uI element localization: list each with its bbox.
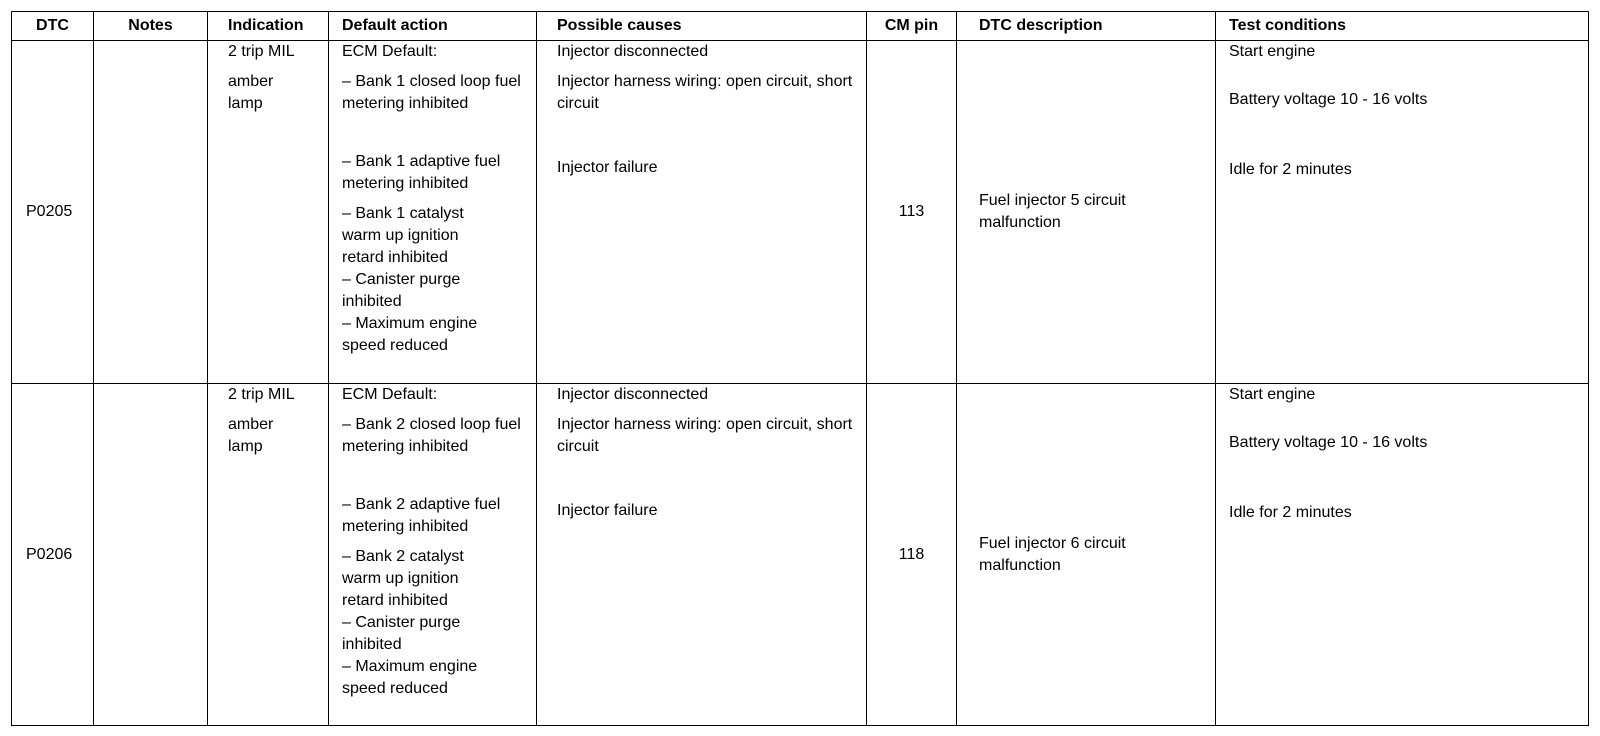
dtc-code: P0206 [12,384,94,726]
dtc-description: Fuel injector 6 circuit malfunction [957,384,1216,726]
default-action-item: – Bank 1 catalyst warm up ignition retard inhibited [342,205,464,266]
test-conditions-cell [1216,384,1589,726]
default-action-item: – Bank 1 closed loop fuel metering inhibited [342,73,521,112]
possible-cause: Injector failure [557,159,658,176]
default-action-item: – Bank 2 catalyst warm up ignition retard inhibited [342,548,464,609]
header-test-conditions: Test conditions [1216,12,1589,41]
dtc-table [11,11,1589,726]
header-notes: Notes [94,12,208,41]
test-condition: Battery voltage 10 - 16 volts [1229,91,1428,108]
possible-cause: Injector disconnected [557,43,709,60]
header-default-action: Default action [329,12,537,41]
default-action-item: – Maximum engine speed reduced [342,315,478,354]
indication-cell [208,384,329,726]
test-condition: Start engine [1229,43,1316,60]
possible-cause: Injector disconnected [557,386,709,403]
table-row [12,41,1589,384]
default-action-item: – Maximum engine speed reduced [342,658,478,697]
indication-line: 2 trip MIL [228,386,295,403]
default-action-cell [329,384,537,726]
test-condition: Start engine [1229,386,1316,403]
default-action-heading: ECM Default: [342,43,438,60]
test-condition: Battery voltage 10 - 16 volts [1229,434,1428,451]
header-possible-causes: Possible causes [537,12,867,41]
test-conditions-cell [1216,41,1589,384]
default-action-item: – Bank 2 closed loop fuel metering inhibited [342,416,521,455]
notes-cell [94,41,208,384]
possible-cause: Injector harness wiring: open circuit, short circuit [557,73,853,112]
default-action-item: – Canister purge inhibited [342,271,461,310]
indication-cell [208,41,329,384]
possible-causes-cell [537,41,867,384]
default-action-item: – Canister purge inhibited [342,614,461,653]
dtc-code: P0205 [12,41,94,384]
cm-pin: 118 [867,384,957,726]
indication-line: 2 trip MIL [228,43,295,60]
header-cm-pin: CM pin [867,12,957,41]
default-action-item: – Bank 1 adaptive fuel metering inhibited [342,153,501,192]
dtc-description: Fuel injector 5 circuit malfunction [957,41,1216,384]
possible-cause: Injector failure [557,502,658,519]
notes-cell [94,384,208,726]
test-condition: Idle for 2 minutes [1229,504,1352,521]
possible-causes-cell [537,384,867,726]
header-dtc: DTC [12,12,94,41]
cm-pin: 113 [867,41,957,384]
default-action-item: – Bank 2 adaptive fuel metering inhibited [342,496,501,535]
indication-line: amber lamp [228,416,274,455]
test-condition: Idle for 2 minutes [1229,161,1352,178]
default-action-cell [329,41,537,384]
default-action-heading: ECM Default: [342,386,438,403]
header-row [12,12,1589,41]
header-indication: Indication [208,12,329,41]
header-dtc-description: DTC description [957,12,1216,41]
possible-cause: Injector harness wiring: open circuit, short circuit [557,416,853,455]
indication-line: amber lamp [228,73,274,112]
table-row [12,384,1589,726]
